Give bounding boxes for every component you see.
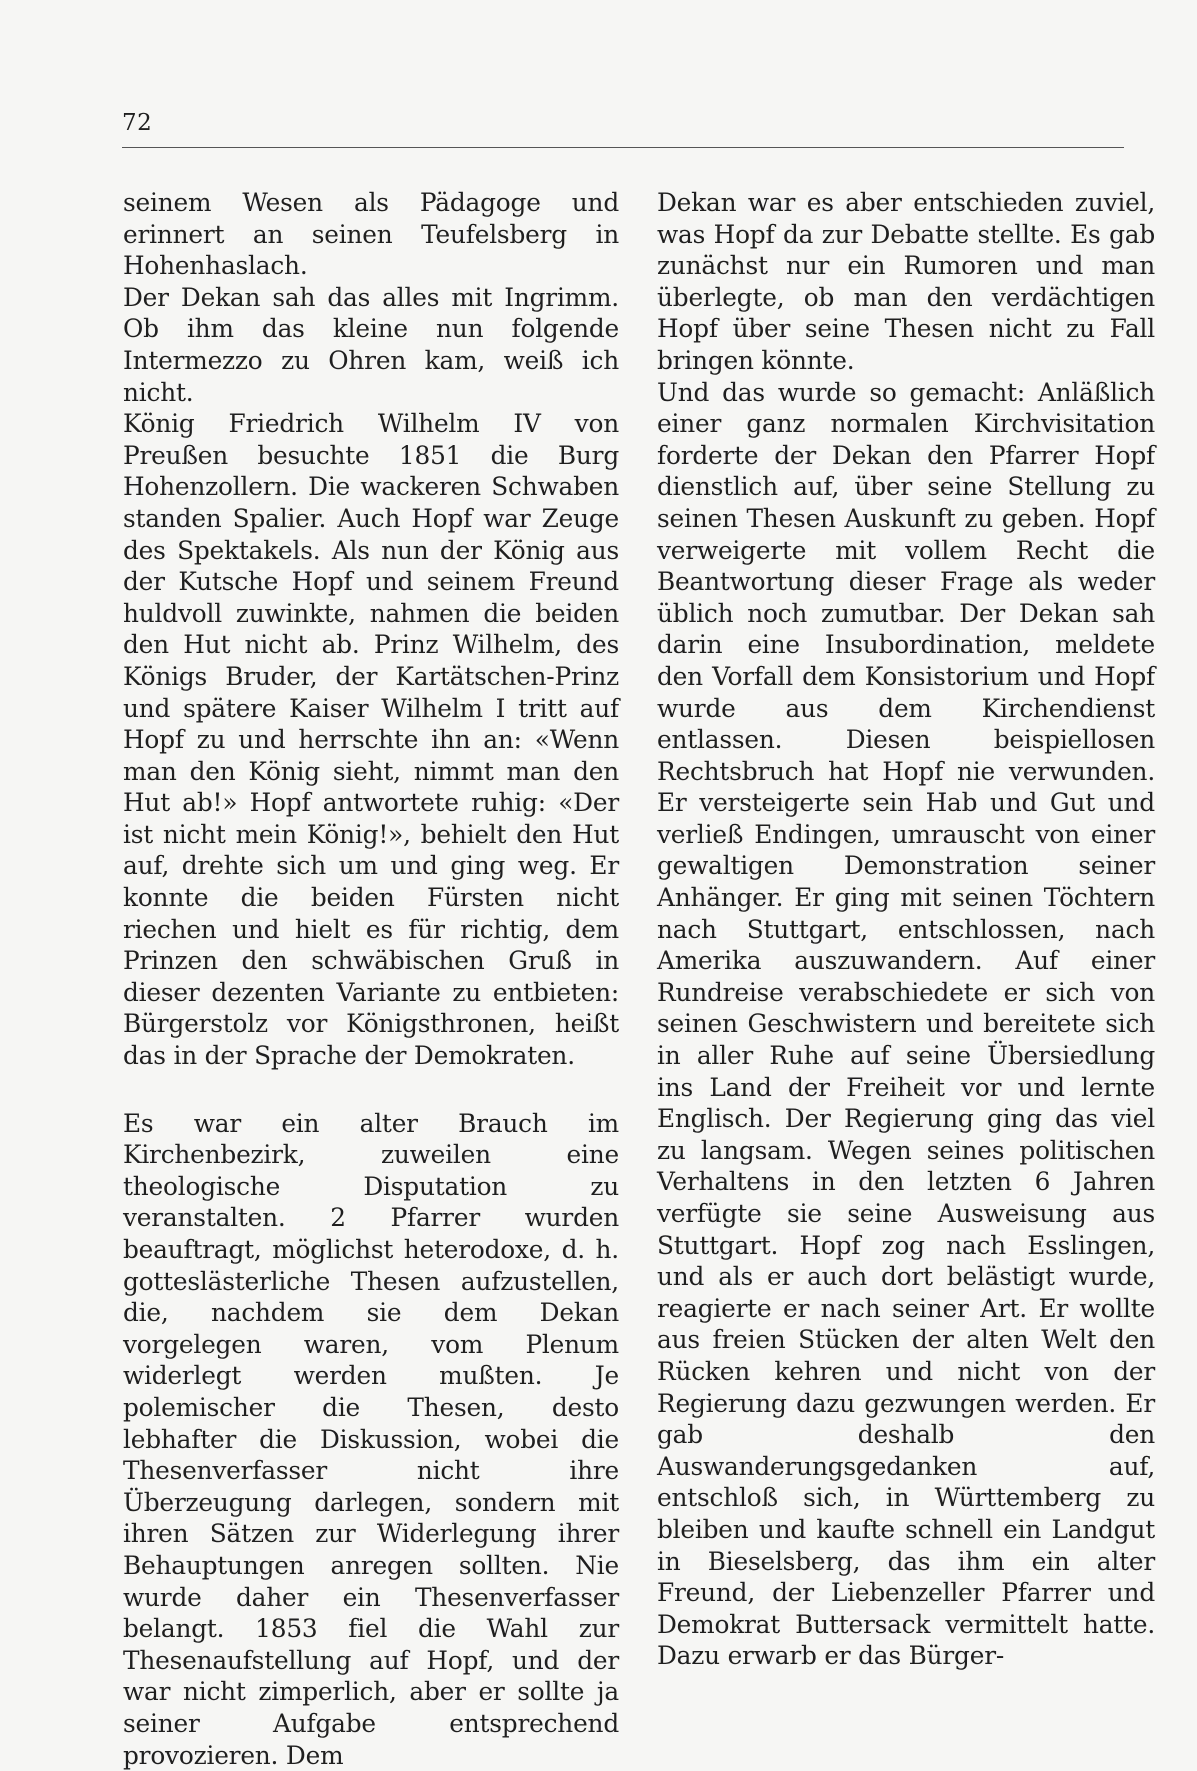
page-number: 72 [122, 110, 153, 136]
paragraph: König Friedrich Wilhelm IV von Preußen besuchte 1851 die Burg Hohenzollern. Die wackeren Schwaben standen Spalier. Auch Hopf war Zeuge des Spektakels. Als nun der König aus der Kutsche Hopf und seinem Freund huldvoll zuwinkte, nahmen die beiden den Hut nicht ab. Prinz Wilhelm, des Königs Bruder, der Kartätschen-Prinz und spätere Kaiser Wilhelm I tritt auf Hopf zu und herrschte ihn an: «Wenn man den König sieht, nimmt man den Hut ab!» Hopf antwortete ruhig: «Der ist nicht mein König!», behielt den Hut auf, drehte sich um und ging weg. Er konnte die beiden Fürsten nicht riechen und hielt es für richtig, dem Prinzen den schwäbischen Gruß in dieser dezenten Variante zu entbieten: Bürgerstolz vor Königsthronen, heißt das in der Sprache der Demokraten. [123, 409, 619, 1071]
left-column [123, 187, 619, 1771]
header-rule [122, 147, 1124, 148]
paragraph: Der Dekan sah das alles mit Ingrimm. Ob ihm das kleine nun folgende Intermezzo zu Ohren kam, weiß ich nicht. [123, 282, 619, 407]
paragraph: Dekan war es aber entschieden zuviel, was Hopf da zur Debatte stellte. Es gab zunächst nur ein Rumoren und man überlegte, ob man den verdächtigen Hopf über seine Thesen nicht zu Fall bringen könnte. [657, 188, 1155, 375]
paragraph: Es war ein alter Brauch im Kirchenbezirk, zuweilen eine theologische Disputation zu veranstalten. 2 Pfarrer wurden beauftragt, möglichst heterodoxe, d. h. gotteslästerliche Thesen aufzustellen, die, nachdem sie dem Dekan vorgelegen waren, vom Plenum widerlegt werden mußten. Je polemischer die Thesen, desto lebhafter die Diskussion, wobei die Thesenverfasser nicht ihre Überzeugung darlegen, sondern mit ihren Sätzen zur Widerlegung ihrer Behauptungen anregen sollten. Nie wurde daher ein Thesenverfasser belangt. 1853 fiel die Wahl zur Thesenaufstellung auf Hopf, und der war nicht zimperlich, aber er sollte ja seiner Aufgabe entsprechend provozieren. Dem [123, 1108, 619, 1770]
right-column [657, 187, 1155, 1672]
paragraph: Und das wurde so gemacht: Anläßlich einer ganz normalen Kirchvisitation forderte der Dekan den Pfarrer Hopf dienstlich auf, über seine Stellung zu seinen Thesen Auskunft zu geben. Hopf verweigerte mit vollem Recht die Beantwortung dieser Frage als weder üblich noch zumutbar. Der Dekan sah darin eine Insubordination, meldete den Vorfall dem Konsistorium und Hopf wurde aus dem Kirchendienst entlassen. Diesen beispiellosen Rechtsbruch hat Hopf nie verwunden. Er versteigerte sein Hab und Gut und verließ Endingen, umrauscht von einer gewaltigen Demonstration seiner Anhänger. Er ging mit seinen Töchtern nach Stuttgart, entschlossen, nach Amerika auszuwandern. Auf einer Rundreise verabschiedete er sich von seinen Geschwistern und bereitete sich in aller Ruhe auf seine Übersiedlung ins Land der Freiheit vor und lernte Englisch. Der Regierung ging das viel zu langsam. Wegen seines politischen Verhaltens in den letzten 6 Jahren verfügte sie seine Ausweisung aus Stuttgart. Hopf zog nach Esslingen, und als er auch dort belästigt wurde, reagierte er nach seiner Art. Er wollte aus freien Stücken der alten Welt den Rücken kehren und nicht von der Regierung dazu gezwungen werden. Er gab deshalb den Auswanderungsgedanken auf, entschloß sich, in Württemberg zu bleiben und kaufte schnell ein Landgut in Bieselsberg, das ihm ein alter Freund, der Liebenzeller Pfarrer und Demokrat Buttersack vermittelt hatte. Dazu erwarb er das Bürger- [657, 377, 1155, 1671]
paragraph: seinem Wesen als Pädagoge und erinnert an seinen Teufelsberg in Hohenhaslach. [123, 188, 619, 281]
